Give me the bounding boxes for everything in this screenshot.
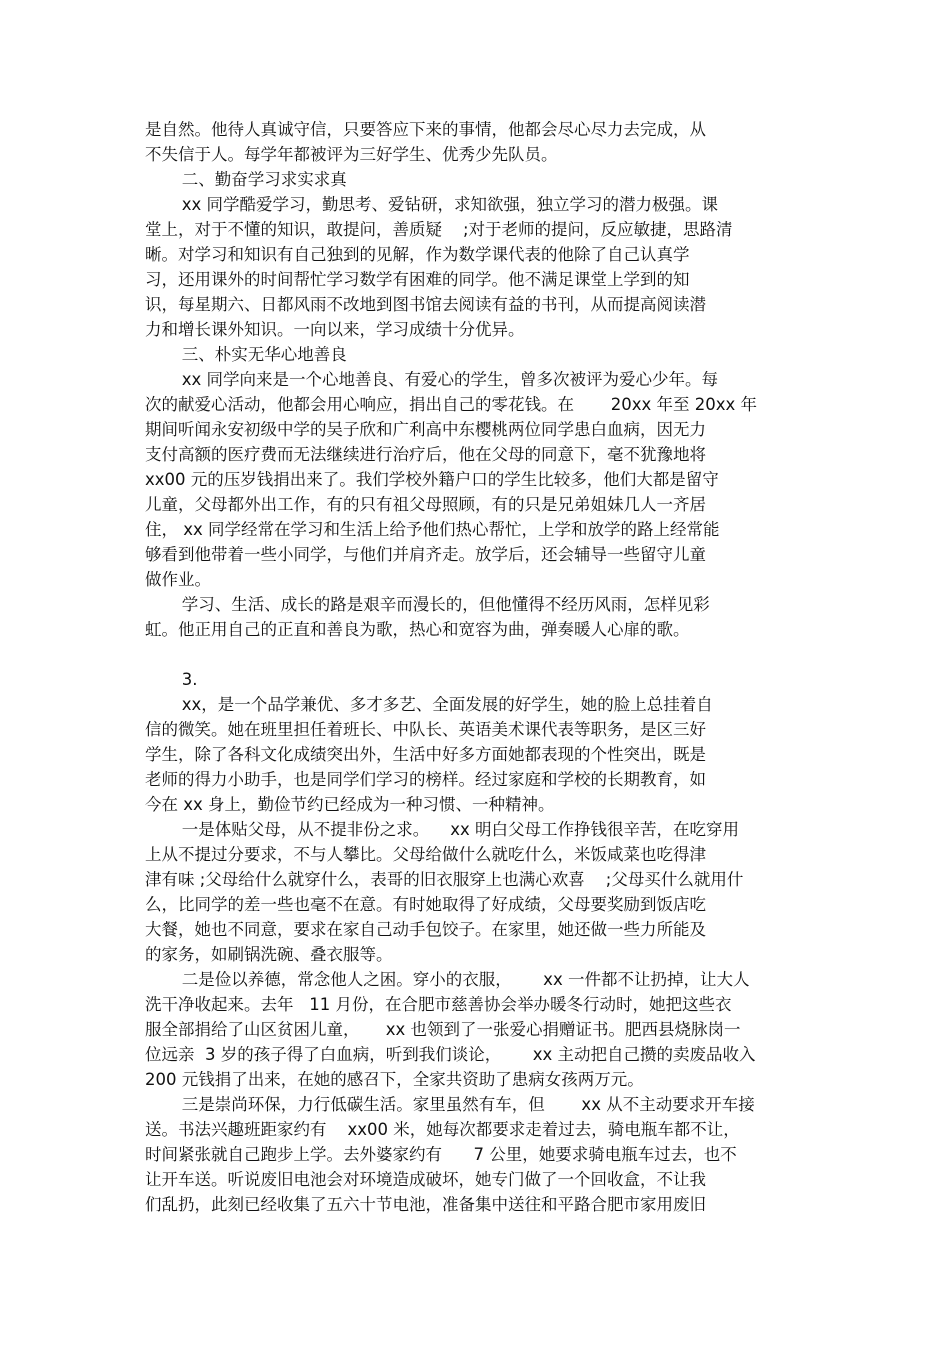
text-line: 大餐，她也不同意，要求在家自己动手包饺子。在家里，她还做一些力所能及 [145,920,706,939]
document-body [145,117,805,1217]
blank-line [145,642,805,667]
text-line: 们乱扔，此刻已经收集了五六十节电池，准备集中送往和平路合肥市家用废旧 [145,1195,706,1214]
text-line: 老师的得力小助手，也是同学们学习的榜样。经过家庭和学校的长期教育，如 [145,770,706,789]
text-line: 力和增长课外知识。一向以来，学习成绩十分优异。 [145,320,525,339]
text-line: 200 元钱捐了出来，在她的感召下，全家共资助了患病女孩两万元。 [145,1070,644,1089]
text-line: xx 同学酷爱学习，勤思考、爱钻研，求知欲强，独立学习的潜力极强。课 [145,195,718,214]
text-line: 是自然。他待人真诚守信，只要答应下来的事情，他都会尽心尽力去完成，从 [145,120,706,139]
text-line: 二、勤奋学习求实求真 [145,170,347,189]
text-line: 期间听闻永安初级中学的吴子欣和广利高中东樱桃两位同学患白血病，因无力 [145,420,706,439]
text-line: 学习、生活、成长的路是艰辛而漫长的，但他懂得不经历风雨，怎样见彩 [145,595,710,614]
text-line: 三是崇尚环保，力行低碳生活。家里虽然有车，但 xx 从不主动要求开车接 [145,1095,755,1114]
text-line: 送。书法兴趣班距家约有 xx00 米，她每次都要求走着过去，骑电瓶车都不让， [145,1120,740,1139]
text-line: 时间紧张就自己跑步上学。去外婆家约有 7 公里，她要求骑电瓶车过去，也不 [145,1145,737,1164]
text-line: 信的微笑。她在班里担任着班长、中队长、英语美术课代表等职务，是区三好 [145,720,706,739]
text-line: 堂上，对于不懂的知识，敢提问，善质疑 ;对于老师的提问，反应敏捷，思路清 [145,220,733,239]
text-line: 识，每星期六、日都风雨不改地到图书馆去阅读有益的书刊，从而提高阅读潜 [145,295,706,314]
text-line: 次的献爱心活动，他都会用心响应，捐出自己的零花钱。在 20xx 年至 20xx 年 [145,395,757,414]
text-line: 虹。他正用自己的正直和善良为歌，热心和宽容为曲，弹奏暖人心扉的歌。 [145,620,690,639]
text-line: 够看到他带着一些小同学，与他们并肩齐走。放学后，还会辅导一些留守儿童 [145,545,706,564]
text-line: 津有味 ;父母给什么就穿什么，表哥的旧衣服穿上也满心欢喜 ;父母买什么就用什 [145,870,744,889]
text-line: 二是俭以养德，常念他人之困。穿小的衣服， xx 一件都不让扔掉，让大人 [145,970,750,989]
text-line: xx，是一个品学兼优、多才多艺、全面发展的好学生，她的脸上总挂着自 [145,695,713,714]
text-line: 不失信于人。每学年都被评为三好学生、优秀少先队员。 [145,145,558,164]
text-line: 做作业。 [145,570,211,589]
text-line: 一是体贴父母，从不提非份之求。 xx 明白父母工作挣钱很辛苦，在吃穿用 [145,820,739,839]
text-line: 今在 xx 身上，勤俭节约已经成为一种习惯、一种精神。 [145,795,555,814]
text-line: 住， xx 同学经常在学习和生活上给予他们热心帮忙，上学和放学的路上经常能 [145,520,720,539]
text-line: 3. [145,670,198,689]
text-line: 让开车送。听说废旧电池会对环境造成破坏，她专门做了一个回收盒，不让我 [145,1170,706,1189]
text-line: 洗干净收起来。去年 11 月份，在合肥市慈善协会举办暖冬行动时，她把这些衣 [145,995,732,1014]
text-line: 支付高额的医疗费而无法继续进行治疗后，他在父母的同意下，毫不犹豫地将 [145,445,706,464]
text-line: 习，还用课外的时间帮忙学习数学有困难的同学。他不满足课堂上学到的知 [145,270,690,289]
text-line: 儿童，父母都外出工作，有的只有祖父母照顾，有的只是兄弟姐妹几人一齐居 [145,495,706,514]
text-line: 晰。对学习和知识有自己独到的见解，作为数学课代表的他除了自己认真学 [145,245,690,264]
text-line: 么，比同学的差一些也毫不在意。有时她取得了好成绩，父母要奖励到饭店吃 [145,895,706,914]
text-line: 位远亲 3 岁的孩子得了白血病，听到我们谈论， xx 主动把自己攒的卖废品收入 [145,1045,756,1064]
text-line: 学生，除了各科文化成绩突出外，生活中好多方面她都表现的个性突出，既是 [145,745,706,764]
text-line: 服全部捐给了山区贫困儿童， xx 也领到了一张爱心捐赠证书。肥西县烧脉岗一 [145,1020,741,1039]
text-line: 的家务，如刷锅洗碗、叠衣服等。 [145,945,393,964]
text-line: 上从不提过分要求，不与人攀比。父母给做什么就吃什么，米饭咸菜也吃得津 [145,845,706,864]
text-line: 三、朴实无华心地善良 [145,345,347,364]
text-line: xx00 元的压岁钱捐出来了。我们学校外籍户口的学生比较多，他们大都是留守 [145,470,719,489]
text-line: xx 同学向来是一个心地善良、有爱心的学生，曾多次被评为爱心少年。每 [145,370,718,389]
